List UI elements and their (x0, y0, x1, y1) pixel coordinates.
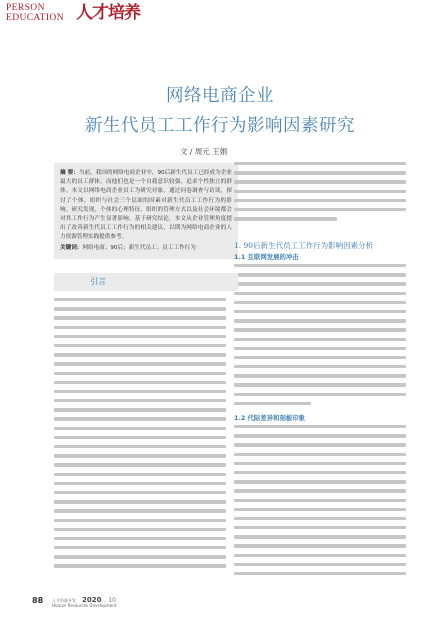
abstract-text: 当前，我国的网络电商企业中，90后新生代员工已经成为企业最大的员工群体，而他们也是一个自我意识较强、追求个性独立的群体。本文以网络电商企业员工为研究对象，通过问卷调查与访谈，探讨了个体、组织与社会三个层面的因素对新生代员工工作行为的影响。研究发现，个体的心理特征、组织的管理方式以及社会环境都会对其工作行为产生显著影响。基于研究结论，本文从企业管理角度提出了改善新生代员工工作行为的相关建议，以期为网络电商企业的人力资源管理实践提供参考。 (60, 170, 232, 241)
intro-heading: 引言 (90, 277, 106, 286)
author-line: 文 / 周元 王娟 (180, 147, 228, 156)
subsection-heading-1-1: 1.1 互联网发展的冲击 (234, 253, 299, 261)
article-title-line1: 网络电商企业 (166, 86, 274, 106)
section-heading-1: 1. 90后新生代员工工作行为影响因素分析 (234, 241, 374, 250)
article-title-line2: 新生代员工工作行为影响因素研究 (85, 116, 355, 136)
left-column-body-1 (54, 298, 226, 574)
keywords-paragraph (60, 244, 232, 253)
abstract-box (54, 163, 238, 259)
right-column-body-top (234, 162, 406, 226)
journal-name-cn: 人才资源开发 (52, 598, 76, 603)
keywords-label: 关键词： (60, 244, 83, 251)
page-footer (0, 596, 440, 612)
journal-name-en: Human Resources Development (52, 603, 117, 608)
column-logo-chinese: 人才培养 (76, 3, 140, 23)
page-number: 88 (32, 596, 44, 605)
abstract-label: 摘 要： (60, 170, 79, 176)
column-logo-english (6, 4, 76, 23)
issue-number: 10 (108, 597, 116, 604)
issue-year: 2020 (82, 596, 102, 604)
intro-heading-band (54, 273, 238, 291)
logo-en-line1: PERSON (6, 3, 45, 13)
issue-info: 2020 . 10 (82, 596, 116, 604)
right-column-body-1-2 (234, 425, 406, 581)
keywords-text: 网络电商；90后；新生代员工；员工工作行为 (82, 244, 196, 251)
subsection-heading-1-2: 1.2 代际差异和刻板印象 (234, 414, 306, 422)
masthead (0, 0, 440, 44)
right-column-body-1-1 (234, 264, 406, 411)
logo-en-line2: EDUCATION (6, 12, 64, 23)
abstract-paragraph (60, 169, 232, 243)
